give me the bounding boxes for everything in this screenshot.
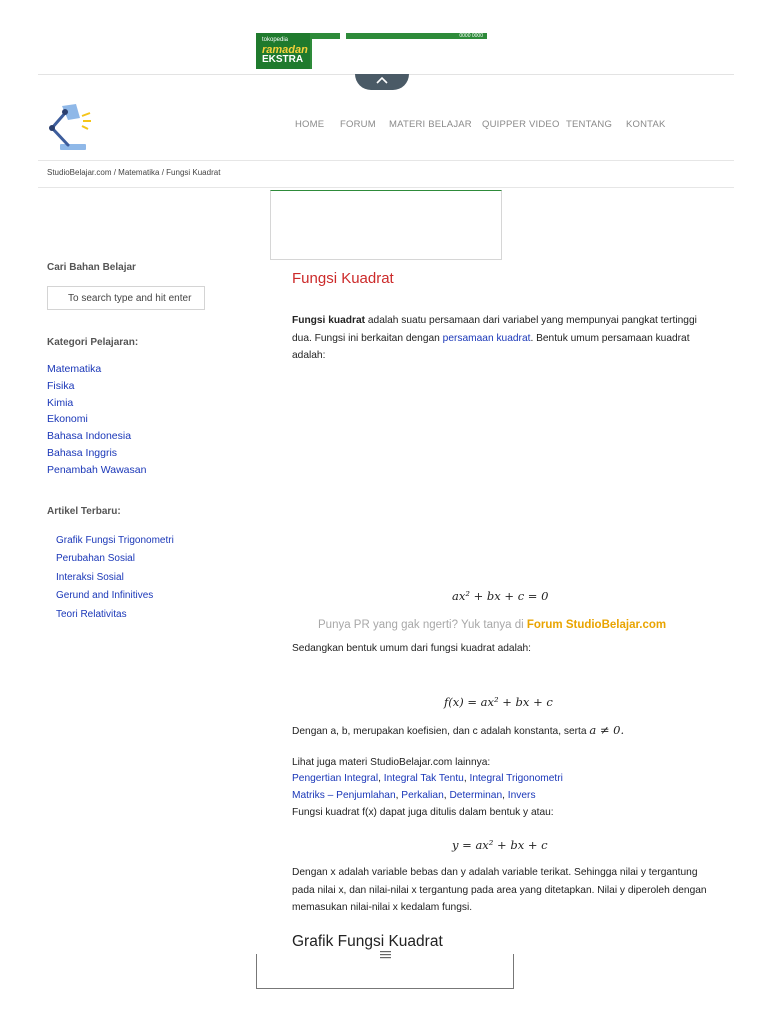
ad-logo-tile [256,33,310,69]
category-link-ekonomi[interactable]: Ekonomi [47,413,88,426]
list-item [56,567,174,585]
see-also-heading: Lihat juga materi StudioBelajar.com lainnya: [292,757,491,768]
category-list [47,360,146,478]
separator: , [463,773,470,784]
nav-forum[interactable]: FORUM [340,119,376,130]
recent-link-perubahan-sosial[interactable]: Perubahan Sosial [56,553,135,565]
related-link-integral-tak-tentu[interactable]: Integral Tak Tentu [383,773,464,784]
equation-y: y = ax² + bx + c [452,838,548,852]
related-links-row-2 [292,787,712,805]
list-item [47,444,146,461]
separator: , [395,790,402,801]
hamburger-icon [380,950,391,959]
search-input[interactable] [68,288,208,308]
section-heading-grafik: Grafik Fungsi Kuadrat [292,933,443,950]
category-link-penambah-wawasan[interactable]: Penambah Wawasan [47,463,147,476]
related-link-invers[interactable]: Invers [507,790,536,801]
ad-corner-text: 0000 0000 [459,33,483,39]
intro-text: adalah suatu persamaan dari variabel yang mempunyai pangkat tertinggi dua. Fungsi ini berkaitan dengan [292,315,697,344]
recent-heading: Artikel Terbaru: [47,506,121,517]
ad-brand: tokopedia [262,37,289,43]
intro-paragraph [292,312,712,365]
page-title: Fungsi Kuadrat [292,270,394,287]
category-link-kimia[interactable]: Kimia [47,396,74,409]
recent-link-teori-relativitas[interactable]: Teori Relativitas [56,608,127,620]
nav-kontak[interactable]: KONTAK [626,119,666,130]
list-item [56,604,174,622]
list-item [56,585,174,603]
list-item [47,394,146,411]
paragraph-bentuk-umum: Sedangkan bentuk umum dari fungsi kuadrat adalah: [292,643,531,654]
related-link-pengertian-integral[interactable]: Pengertian Integral [292,773,379,784]
koefisien-text: Dengan a, b, merupakan koefisien, dan c adalah konstanta, serta [292,726,590,737]
forum-promo-text: Punya PR yang gak ngerti? Yuk tanya di [318,619,527,631]
header-toggle-button[interactable] [355,74,409,90]
forum-promo-link[interactable]: Forum StudioBelajar.com [526,619,667,631]
separator: , [443,790,450,801]
breadcrumb-divider [38,187,734,188]
list-item [47,427,146,444]
content-ad-slot[interactable] [270,190,502,260]
list-item [47,360,146,377]
ad-line1: ramadan [262,44,308,56]
separator: , [378,773,384,784]
list-item [47,461,146,478]
bottom-banner-ad[interactable] [256,954,514,989]
search-box[interactable] [47,286,205,310]
related-link-integral-trigonometri[interactable]: Integral Trigonometri [469,773,563,784]
paragraph-bentuk-y: Fungsi kuadrat f(x) dapat juga ditulis dalam bentuk y atau: [292,807,554,818]
menu-icon[interactable] [380,946,391,955]
ad-line2: EKSTRA [262,54,304,65]
related-link-matriks-penjumlahan[interactable]: Matriks – Penjumlahan [292,790,396,801]
list-item [47,410,146,427]
ad-panel [312,39,487,69]
related-link-determinan[interactable]: Determinan [449,790,503,801]
forum-promo [318,619,666,631]
top-banner-ad[interactable] [256,33,487,69]
recent-link-grafik-fungsi-trigonometri[interactable]: Grafik Fungsi Trigonometri [56,535,174,546]
search-heading: Cari Bahan Belajar [47,262,136,273]
breadcrumb[interactable]: StudioBelajar.com / Matematika / Fungsi Kuadrat [47,168,221,177]
list-item [56,548,174,566]
category-link-bahasa-inggris[interactable]: Bahasa Inggris [47,446,118,459]
related-links-row-1 [292,770,712,788]
desk-lamp-icon [46,100,96,152]
nav-tentang[interactable]: TENTANG [566,119,613,130]
equation-persamaan-kuadrat: ax² + bx + c = 0 [452,589,549,603]
nav-quipper-video[interactable]: QUIPPER VIDEO [482,119,560,130]
separator: , [502,790,508,801]
recent-articles-list [56,530,174,622]
chevron-up-icon [374,75,390,87]
header-divider [38,160,734,161]
category-link-matematika[interactable]: Matematika [47,363,102,375]
related-link-perkalian[interactable]: Perkalian [401,790,444,801]
nav-materi-belajar[interactable]: MATERI BELAJAR [389,119,472,130]
intro-bold-term: Fungsi kuadrat [292,315,366,326]
persamaan-kuadrat-link[interactable]: persamaan kuadrat [442,332,531,344]
a-not-zero-math: a ≠ 0. [589,723,625,737]
recent-link-gerund-and-infinitives[interactable]: Gerund and Infinitives [56,590,154,602]
paragraph-variabel: Dengan x adalah variable bebas dan y adalah variable terikat. Sehingga nilai y tergantung pada nilai x, dan nilai-nilai x tergantung pada area yang ditetapkan. Nilai y diperoleh dengan memasukan nilai-nilai x kedalam fungsi. [292,867,707,913]
category-link-bahasa-indonesia[interactable]: Bahasa Indonesia [47,430,132,443]
category-link-fisika[interactable]: Fisika [47,379,75,392]
list-item [47,377,146,394]
intro-end: . Bentuk umum persamaan kuadrat adalah: [292,332,690,361]
nav-home[interactable]: HOME [295,119,325,130]
categories-heading: Kategori Pelajaran: [47,337,139,348]
list-item [56,530,174,548]
paragraph-koefisien [292,722,732,741]
site-logo[interactable] [46,100,96,152]
equation-fungsi-kuadrat: f(x) = ax² + bx + c [444,695,553,709]
recent-link-interaksi-sosial[interactable]: Interaksi Sosial [56,571,124,583]
